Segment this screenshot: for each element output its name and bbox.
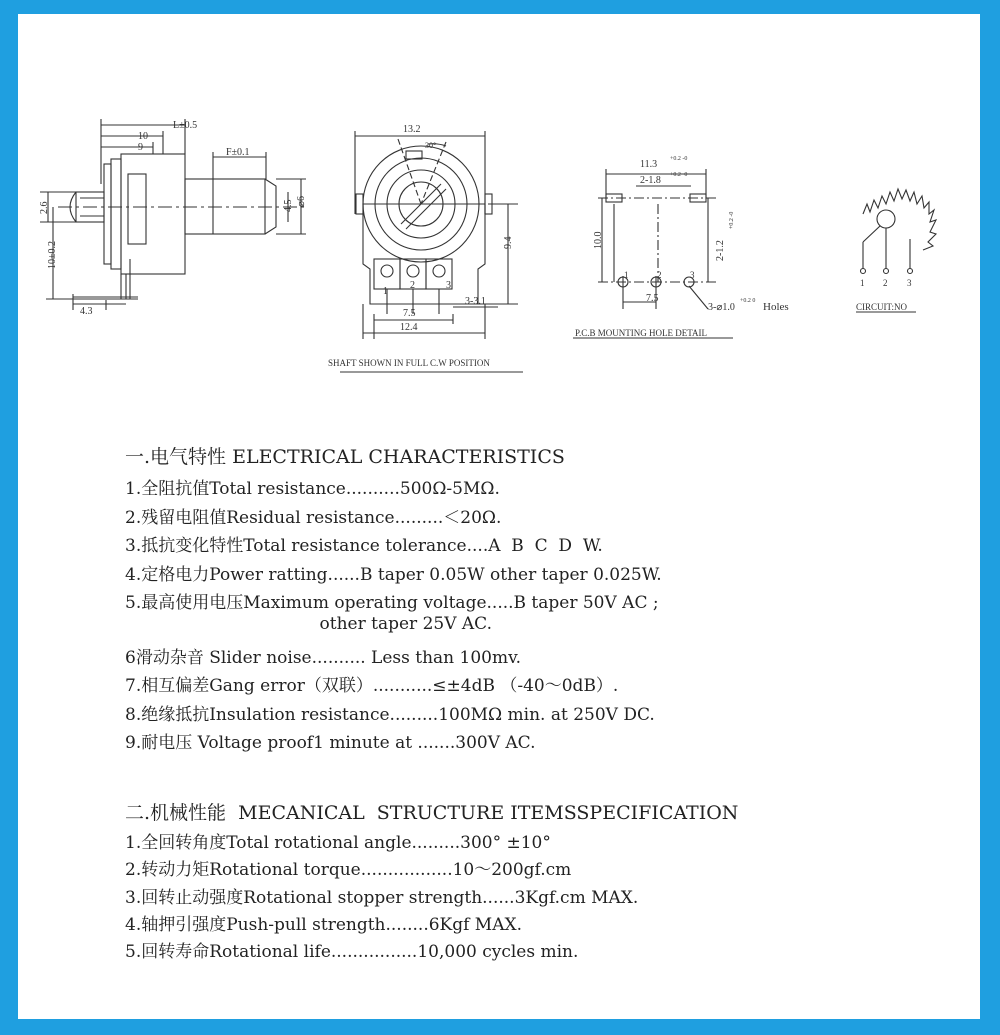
pcb-hole-2: 2 [657, 270, 662, 280]
shaft-caption: SHAFT SHOWN IN FULL C.W POSITION [328, 358, 490, 368]
dim-30-label: 30° [425, 141, 437, 150]
electrical-item: 1.全阻抗值Total resistance..........500Ω-5MΩ. [125, 479, 500, 499]
dim-9-4-label: 9.4 [503, 236, 514, 249]
mechanical-item: 4.轴押引强度Push-pull strength........6Kgf MAX. [125, 915, 523, 935]
dim-7-5-front-label: 7.5 [403, 308, 416, 319]
dim-L-label: L±0.5 [173, 120, 198, 131]
dim-4-5-label: 4.5 [283, 199, 294, 212]
front-pin-2: 2 [410, 280, 415, 291]
dim-10-0-label: 10.0 [593, 231, 604, 249]
electrical-heading: 一.电气特性 ELECTRICAL CHARACTERISTICS [125, 446, 565, 468]
dim-10-height-label: 10±0.2 [47, 241, 58, 269]
mechanical-item: 5.回转寿命Rotational life................10,000 cycles min. [125, 942, 579, 962]
dim-11-3-tol: +0.2 -0 [670, 156, 688, 162]
dim-12-4-label: 12.4 [400, 322, 418, 333]
mechanical-heading: 二.机械性能 MECANICAL STRUCTURE ITEMSSPECIFICATION [125, 802, 739, 824]
circuit-pin-1: 1 [860, 278, 865, 288]
dim-7-5-pcb-label: 7.5 [646, 293, 659, 304]
technical-drawing [18, 14, 980, 394]
front-pin-1: 1 [383, 286, 388, 297]
pcb-caption: P.C.B MOUNTING HOLE DETAIL [575, 328, 708, 338]
dim-11-3-label: 11.3 [640, 159, 658, 170]
holes-word: Holes [763, 301, 789, 313]
holes-label: 3-⌀1.0 [708, 302, 735, 313]
mechanical-item: 2.转动力矩Rotational torque.................10～200gf.cm [125, 860, 572, 880]
dim-2-1-2-label: 2-1.2 [715, 240, 726, 261]
electrical-item: 2.残留电阻值Residual resistance.........＜20Ω. [125, 508, 502, 528]
pcb-hole-1: 1 [624, 270, 629, 280]
front-pin-3: 3 [446, 280, 451, 291]
dim-2-1-2-tol: +0.2 -0 [729, 211, 735, 229]
dim-F-label: F±0.1 [226, 147, 250, 158]
electrical-item: 9.耐电压 Voltage proof1 minute at .......300V AC. [125, 733, 536, 753]
pcb-hole-3: 3 [690, 270, 695, 280]
dim-phi6-label: ⌀6 [296, 195, 307, 207]
electrical-item: 3.抵抗变化特性Total resistance tolerance....A B C D W. [125, 536, 603, 556]
dim-10-label: 10 [138, 131, 148, 142]
dim-9-label: 9 [138, 142, 143, 153]
front-view [340, 131, 523, 372]
circuit-pin-2: 2 [883, 278, 888, 288]
dim-2-1-8-label: 2-1.8 [640, 175, 661, 186]
dim-2-6-label: 2.6 [39, 201, 50, 214]
mechanical-item: 1.全回转角度Total rotational angle.........300° ±10° [125, 833, 551, 853]
holes-tol: +0.2 0 [740, 298, 756, 304]
mechanical-item: 3.回转止动强度Rotational stopper strength......3Kgf.cm MAX. [125, 888, 639, 908]
dim-13-2-label: 13.2 [403, 124, 421, 135]
circuit-caption: CIRCUIT:NO [856, 302, 908, 312]
electrical-item: 4.定格电力Power ratting......B taper 0.05W other taper 0.025W. [125, 565, 662, 585]
circuit-symbol [856, 189, 936, 312]
electrical-item: 6滑动杂音 Slider noise.......... Less than 100mv. [125, 648, 522, 668]
dim-2-1-8-tol: +0.2 -0 [670, 172, 688, 178]
side-view [40, 119, 308, 310]
electrical-item: 8.绝缘抵抗Insulation resistance.........100MΩ min. at 250V DC. [125, 705, 655, 725]
electrical-item: other taper 25V AC. [125, 614, 492, 634]
dim-4-3-label: 4.3 [80, 306, 93, 317]
circuit-pin-3: 3 [907, 278, 912, 288]
dim-3-3-1-label: 3-3.1 [465, 296, 486, 307]
datasheet-page [18, 14, 980, 1019]
electrical-item: 5.最高使用电压Maximum operating voltage.....B taper 50V AC ; [125, 593, 659, 613]
electrical-item: 7.相互偏差Gang error（双联）...........≤±4dB （-40～0dB）. [125, 676, 619, 696]
